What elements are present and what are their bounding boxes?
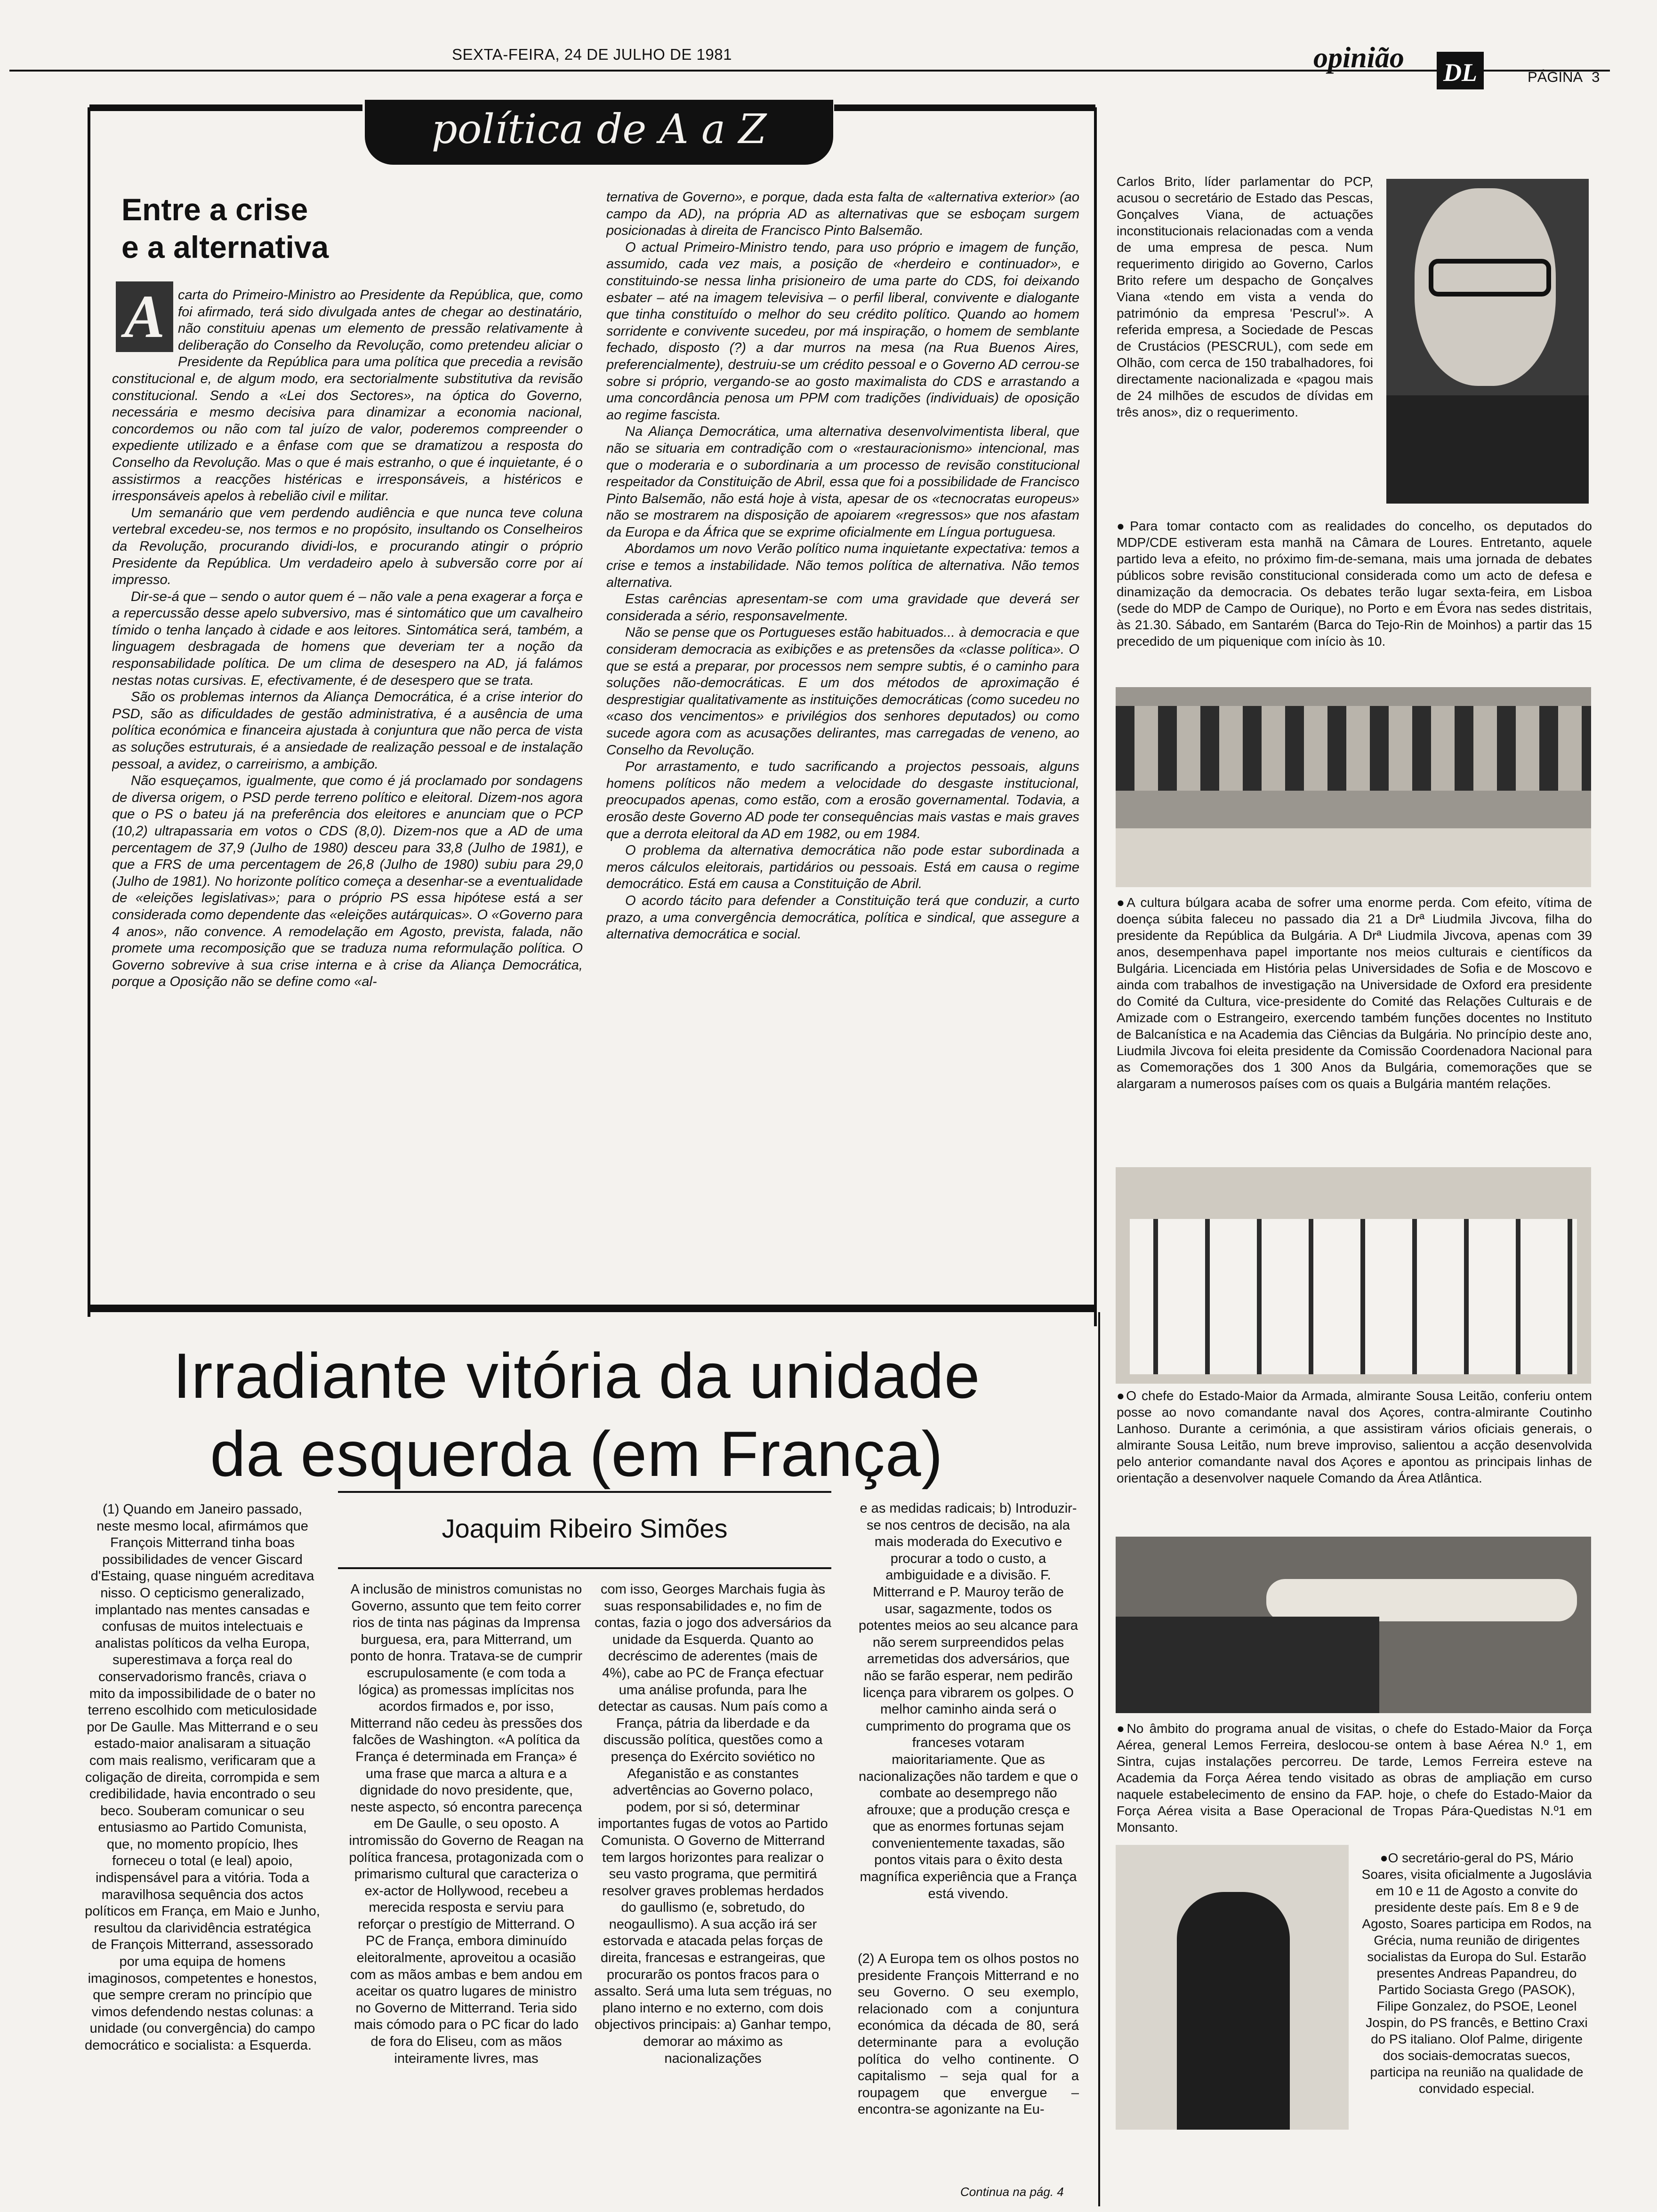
editorial-paragraph: Na Aliança Democrática, uma alternativa desenvolvimentista liberal, que não se situaria em contradição com o «restauracionismo» intencional, mas que o moderaria e o subordinaria a um processo de revisão constitucional respeitador da Constituição de Abril, essa que foi a possibilidade de Francisco Pinto Balsemão, não está hoje à vista, apesar de os «tecnocratas europeus» não se mostrarem na disposição de apoiarem «regressos» que nos afastam da Europa e da África que se exprime oficialmente em Língua portuguesa. bbox=[606, 424, 1079, 540]
box-left-rule bbox=[88, 107, 90, 1317]
editorial-column-2 bbox=[606, 189, 1079, 1286]
headline-line2: da esquerda (em França) bbox=[210, 1418, 943, 1490]
article-column-1: (1) Quando em Janeiro passado, neste mesmo local, afirmámos que François Mitterrand tinha boas possibilidades de vencer Giscard d'Estaing, quase ninguém acreditava nisso. O cepticismo generalizado, implantado nas mentes cansadas e confusas de muitos intelectuais e analistas políticos da velha Europa, superestimava a força real do conservadorismo francês, criava o mito da impossibilidade de o bater no terreno escolhido com meticulosidade por De Gaulle. Mas Mitterrand e o seu estado-maior analisaram a situação com mais realismo, verificaram que a coligação de direita, corrompida e sem credibilidade, havia encontrado o seu beco. Souberam comunicar o seu entusiasmo ao Partido Comunista, que, no momento propício, lhes forneceu o total (e leal) apoio, indispensável para a vitória. Toda a maravilhosa sequência dos actos políticos em França, em Maio e Junho, resultou da clarividência estratégica de François Mitterrand, assessorado por uma equipa de homens imaginosos, competentes e honestos, que sempre creram no princípio que vimos defendendo nestas colunas: a unidade (ou convergência) do campo democrático e socialista: a Esquerda. bbox=[85, 1502, 320, 2053]
page-label bbox=[1528, 69, 1600, 86]
brief-mario-soares: ● O secretário-geral do PS, Mário Soares, visita oficialmente a Jugoslávia em 10 e 11 de Agosto a convite do presidente deste país. Em 8 e 9 de Agosto, Soares participa em Rodos, na Grécia, numa reunião de dirigentes socialistas da Europa do Sul. Estarão presentes Andreas Papandreu, do Partido Sociasta Grego (PASOK), Filipe Gonzalez, do PSOE, Leonel Jospin, do PS francês, e Bettino Craxi do PS italiano. Olof Palme, dirigente dos sociais-democratas suecos, participa na reunião na qualidade de convidado especial. bbox=[1361, 1850, 1592, 2186]
article-column-4a: e as medidas radicais; b) Introduzir-se nos centros de decisão, na ala mais moderada do Executivo e procurar a todo o custo, a ambiguidade e a divisão. F. Mitterrand e P. Mauroy terão de usar, sagazmente, todos os potentes meios ao seu alcance para não serem surpreendidos pelas arremetidas dos adversários, que não se farão esperar, nem pedirão licença para vibrarem os golpes. O melhor caminho ainda será o cumprimento do programa que os franceses votaram maioritariamente. Que as nacionalizações não tardem e que o combate ao desemprego não afrouxe; que a produção cresça e que as enormes fortunas sejam convenientemente taxadas, são pontos vitais para o êxito desta magnífica experiência que a França está vivendo. bbox=[859, 1501, 1078, 1901]
editorial-paragraph: O actual Primeiro-Ministro tendo, para uso próprio e imagem de função, assumido, cada vez mais, a posição de «herdeiro e continuador», e constituindo-se nessa linha prisioneiro de uma parte do CDS, foi deixando esbater – até na imagem televisiva – o perfil liberal, convivente e dialogante que tinha constituído o melhor do seu crédito político. Quando ao homem sorridente e convivente sucedeu, por má inspiração, o homem de semblante fechado, disposto (?) a dar murros na mesa (na Rua Buenos Aires, preferencialmente), destruiu-se um crédito pessoal e o Governo AD cerrou-se sobre si próprio, vergando-se ao gosto maximalista do CDS e arrastando a uma concordância penosa um PPM com tradições (individuais) de oposição ao regime fascista. bbox=[606, 240, 1079, 423]
editorial-paragraph: O problema da alternativa democrática não pode estar subordinada a meros cálculos eleitorais, partidários ou pessoais. Está em causa o regime democrático. Está em causa a Constituição de Abril. bbox=[606, 843, 1079, 892]
byline-rule-bottom bbox=[338, 1567, 831, 1569]
box-bottom-rule bbox=[88, 1305, 1097, 1312]
byline-rule-top bbox=[338, 1491, 831, 1493]
editorial-paragraph: Dir-se-á que – sendo o autor quem é – não vale a pena exagerar a força e a repercussão desse apelo subversivo, mas é sintomático que um cavalheiro tímido o tenha lançado à cidade e aos leitores. Sintomática será, também, a linguagem desbragada de homens que deveriam ter a noção da responsabilidade política. De um clima de desespero na AD, já falámos nestas notas cursivas. E, efectivamente, é de desespero que se trata. bbox=[112, 589, 583, 688]
right-column-divider bbox=[1098, 1312, 1100, 2206]
continued-note: Continua na pág. 4 bbox=[960, 2185, 1064, 2199]
figure-shape bbox=[1177, 1892, 1290, 2130]
floor-shape bbox=[1116, 828, 1591, 887]
editorial-column-1 bbox=[112, 287, 583, 1275]
editorial-paragraph: Por arrastamento, e tudo sacrificando a projectos pessoais, alguns homens políticos não medem a velocidade do desgaste institucional, preocupados apenas, como estão, com a erosão governamental. Todavia, a erosão deste Governo AD pode ter consequências mais vastas e mais graves que a derrota eleitoral da AD em 1982, ou em 1984. bbox=[606, 759, 1079, 842]
editorial-paragraph: O acordo tácito para defender a Constituição terá que conduzir, a curto prazo, a uma convergência democrática, política e sindical, que assegure a alternativa democrática e social. bbox=[606, 893, 1079, 942]
editorial-paragraph: Estas carências apresentam-se com uma gravidade que deverá ser considerada a sério, responsavelmente. bbox=[606, 592, 1079, 624]
editorial-title-line2: e a alternativa bbox=[121, 230, 329, 264]
box-right-rule bbox=[1094, 107, 1097, 1326]
section-title: opinião bbox=[1313, 42, 1404, 74]
photo-carlos-brito bbox=[1386, 179, 1589, 504]
brief-forca-aerea: ● No âmbito do programa anual de visitas, o chefe do Estado-Maior da Força Aérea, general Lemos Ferreira, deslocou-se ontem à base Aérea N.º 1, em Sintra, cujas instalações percorreu. De tarde, Lemos Ferreira esteve na Academia da Força Aérea tendo visitado as obras de ampliação em curso naquele estabelecimento de ensino da FAP. hoje, o chefe do Estado-Maior da Força Aérea visita a Base Operacional de Tropas Pára-Quedistas N.º1 em Monsanto. bbox=[1117, 1720, 1592, 1843]
logo: DL bbox=[1437, 52, 1484, 89]
editorial-paragraph: ternativa de Governo», e porque, dada esta falta de «alternativa exterior» (ao campo da AD), na própria AD as alternativas que se esboçam surgem posicionadas à direita de Francisco Pinto Balsemão. bbox=[606, 190, 1079, 239]
arcade-shape bbox=[1116, 706, 1591, 791]
editorial-paragraph: Abordamos um novo Verão político numa inquietante expectativa: temos a crise e temos a instabilidade. Não temos política de alternativa. Não temos alternativa. bbox=[606, 541, 1079, 590]
photo-armada bbox=[1116, 1167, 1591, 1384]
glasses-shape bbox=[1429, 259, 1551, 297]
brief-mdp: ● Para tomar contacto com as realidades do concelho, os deputados do MDP/CDE estiveram esta manhã na Câmara de Loures. Entretanto, aquele partido leva a efeito, no próximo fim-de-semana, mais uma jornada de debates públicos sobre revisão constitucional considerada como um acto de defesa e dinamização da democracia. Os debates terão lugar sexta-feira, em Lisboa (sede do MDP de Campo de Ourique), no Porto e em Évora nas sedes distritais, às 21.30. Sábado, em Santarém (Barca do Tejo-Rin de Moinhos) a partir das 15 precedido de um piquenique com início às 10. bbox=[1117, 518, 1592, 678]
article-column-2: A inclusão de ministros comunistas no Governo, assunto que tem feito correr rios de tinta nas páginas da Imprensa burguesa, era, para Mitterrand, um ponto de honra. Tratava-se de cumprir escrupulosamente (e com toda a lógica) as promessas implícitas nos acordos firmados e, por isso, Mitterrand não cedeu às pressões dos falcões de Washington. «A política da França é determinada em França» é uma frase que marca a altura e a dignidade do novo presidente, que, neste aspecto, só encontra parecença em De Gaulle, o seu oposto. A intromissão do Governo de Reagan na política francesa, protagonizada com o primarismo cultural que caracteriza o ex-actor de Hollywood, recebeu a merecida resposta e serviu para reforçar o prestígio de Mitterrand. O PC de França, embora diminuído eleitoralmente, aproveitou a ocasião com as mãos ambas e bem andou em aceitar os quatro lugares de ministro no Governo de Mitterrand. Teria sido mais cómodo para o PC ficar do lado de fora do Eliseu, com as mãos inteiramente livres, mas bbox=[349, 1582, 584, 2066]
brief-bulgaria: ● A cultura búlgara acaba de sofrer uma enorme perda. Com efeito, vítima de doença súbita faleceu no passado dia 21 a Drª Liudmila Jivcova, filha do presidente da República da Bulgária. A Drª Liudmila Jivcova, apenas com 39 anos, desempenhava papel importante nos meios culturais e científicos da Bulgária. Licenciada em História pelas Universidades de Sofia e de Moscovo e ainda com trabalhos de investigação na Universidade de Oxford era presidente do Comité da Cultura, vice-presidente do Comité das Relações Culturais e de Amizade com o Estrangeiro, exercendo também funções docentes no Instituto de Balcanística e na Academia das Ciências da Bulgária. No princípio deste ano, Liudmila Jivcova foi eleita presidente da Comissão Coordenadora Nacional para as Comemorações dos 1 300 Anos da Bulgária, comemorações que se alargaram a numerosos países com os quais a Bulgária mantém relações. bbox=[1117, 894, 1592, 1162]
photo-mario-soares bbox=[1116, 1845, 1349, 2130]
byline: Joaquim Ribeiro Simões bbox=[442, 1514, 728, 1543]
editorial-paragraph: Não se pense que os Portugueses estão habituados... à democracia e que consideram democracia as exibições e as pretensões da «classe política». O que se está a preparar, por processos nem sempre subtis, é o caminho para soluções não-democráticas. E um dos métodos de aproximação é desprestigiar qualitativamente as instituições democráticas (como sucedeu no «caso dos vencimentos» e privilégios dos senhores deputados) ou como sucede agora com as acusações delirantes, mas carregadas de veneno, ao Conselho da Revolução. bbox=[606, 625, 1079, 758]
headline-line1: Irradiante vitória da unidade bbox=[173, 1340, 981, 1411]
editorial-paragraph: São os problemas internos da Aliança Democrática, é a crise interior do PSD, são as dificuldades de gestão administrativa, é a ausência de uma política económica e financeira ajustada à conjuntura que não perca de vista as soluções estruturais, é a ansiedade de realização pessoal e de instalação pessoal, a avidez, o carreirismo, a ambição. bbox=[112, 689, 583, 772]
article-column-3: com isso, Georges Marchais fugia às suas responsabilidades e, no fim de contas, fazia o jogo dos adversários da unidade da Esquerda. Quanto ao decréscimo de aderentes (mais de 4%), cabe ao PC de França efectuar uma análise profunda, para lhe detectar as causas. Num país como a França, pátria da liberdade e da discussão política, questões como a presença do Exército soviético no Afeganistão e as constantes advertências ao Governo polaco, podem, por si só, determinar importantes fugas de votos ao Partido Comunista. O Governo de Mitterrand tem largos horizontes para realizar o seu vasto programa, que permitirá resolver graves problemas herdados do gaullismo (e, sobretudo, do neogaullismo). A sua acção irá ser estorvada e atacada pelas forças de direita, francesas e estrangeiras, que procurarão os pontos fracos para o assalto. Será uma luta sem tréguas, no plano interno e no externo, com dois objectivos principais: a) Ganhar tempo, demorar ao máximo as nacionalizações bbox=[594, 1582, 832, 2066]
photo-bulgaria bbox=[1116, 687, 1591, 887]
editorial-paragraph: Não esqueçamos, igualmente, que como é já proclamado por sondagens de diversa origem, o PSD perde terreno político e eleitoral. Dizem-nos agora que o PS o bateu já na preferência dos eleitores e anunciam que o PCP (10,2) ultrapassaria em votos o CDS (8,0). Dizem-nos que a AD de uma percentagem de 37,9 (Julho de 1980) desceu para 33,8 (Julho de 1981), e que a FRS de uma percentagem de 26,8 (Julho de 1980) subiu para 29,0 (Julho de 1981). No horizonte político começa a desenhar-se a eventualidade de «eleições legislativas»; para o próprio PS essa hipótese está a ser considerada como dependente das «eleições autárquicas». O «Governo para 4 anos», não convence. A remodelação em Agosto, prevista, falada, não promete uma recomposição que se traduza numa reformulação política. O Governo sobrevive à sua crise interna e à crise da Aliança Democrática, porque a Oposição não se define como «al- bbox=[112, 773, 583, 990]
shirt-shape bbox=[1386, 395, 1589, 504]
editorial-title-line1: Entre a crise bbox=[121, 192, 308, 227]
masthead-date: SEXTA-FEIRA, 24 DE JULHO DE 1981 bbox=[452, 46, 732, 63]
brief-armada: ● O chefe do Estado-Maior da Armada, almirante Sousa Leitão, conferiu ontem posse ao novo comandante naval dos Açores, contra-almirante Coutinho Lanhoso. Durante a cerimónia, a que assistiram vários oficiais generais, o almirante Sousa Leitão, num breve improviso, salientou a acção desenvolvida pelo anterior comandante naval dos Açores e apontou as principais linhas de orientação a desenvolver naquele Comando da Área Atlântica. bbox=[1117, 1387, 1592, 1526]
headline bbox=[141, 1337, 1012, 1493]
photo-forca-aerea bbox=[1116, 1537, 1591, 1713]
article-column-4b: (2) A Europa tem os olhos postos no presidente François Mitterrand e no seu Governo. O seu exemplo, relacionado com a conjuntura económica da década de 80, será determinante para a evolução política do velho continente. O capitalismo – seja qual for a roupagem que envergue – encontra-se agonizante na Eu- bbox=[858, 1951, 1079, 2117]
crowd-shape bbox=[1116, 1617, 1379, 1713]
box-top-left-rule bbox=[89, 104, 362, 111]
brief-carlos-brito: Carlos Brito, líder parlamentar do PCP, acusou o secretário de Estado das Pescas, Gonçalves Viana, de actuações inconstitucionais relacionadas com a venda de uma empresa de pesca. Num requerimento dirigido ao Governo, Carlos Brito refere um despacho de Gonçalves Viana «tendo em vista a venda do património da empresa 'Pescrul'». A referida empresa, a Sociedade de Pescas de Crustácios (PESCRUL), com sede em Olhão, com cerca de 150 trabalhadores, foi directamente nacionalizada e «pagou mais de 24 milhões de escudos de dívidas em três anos», diz o requerimento. bbox=[1117, 174, 1373, 419]
page-label-text: PÁGINA bbox=[1528, 69, 1582, 85]
page-number: 3 bbox=[1592, 69, 1600, 85]
box-top-right-rule bbox=[834, 104, 1095, 111]
editorial-paragraph: carta do Primeiro-Ministro ao Presidente da República, que, como foi afirmado, terá sido divulgada antes de chegar ao destinatário, não constituiu apenas um elemento de pressão relativamente à deliberação do Conselho da Revolução, como pretendeu aliciar o Presidente da República para uma política que precedia a revisão constitucional e, de algum modo, era sectorialmente substitutiva da revisão constitucional. Sendo a «Lei dos Sectores», na óptica do Governo, necessária e mesmo decisiva para dinamizar a economia nacional, concordemos ou não com tal juízo de valor, poderemos compreender o expediente utilizado e a ênfase com que se dramatizou a resposta do Conselho da Revolução. Mas o que é mais estranho, o que é inquietante, é o assistirmos a reacções histéricas e irresponsáveis, a histéricos e irresponsáveis apelos à rebelião civil e militar. bbox=[112, 288, 583, 504]
aircraft-shape bbox=[1266, 1579, 1577, 1621]
column-header-title: política de A a Z bbox=[431, 106, 767, 153]
editorial-paragraph: Um semanário que vem perdendo audiência e que nunca teve coluna vertebral excedeu-se, nos termos e no propósito, insultando os Conselheiros da Revolução, procurando dividi-los, e procurando atingir o próprio Presidente da República. Um verdadeiro apelo à subversão corre por aí impresso. bbox=[112, 505, 583, 588]
officers-shape bbox=[1130, 1219, 1577, 1374]
drop-cap: A bbox=[116, 281, 173, 352]
editorial-title bbox=[121, 191, 329, 266]
